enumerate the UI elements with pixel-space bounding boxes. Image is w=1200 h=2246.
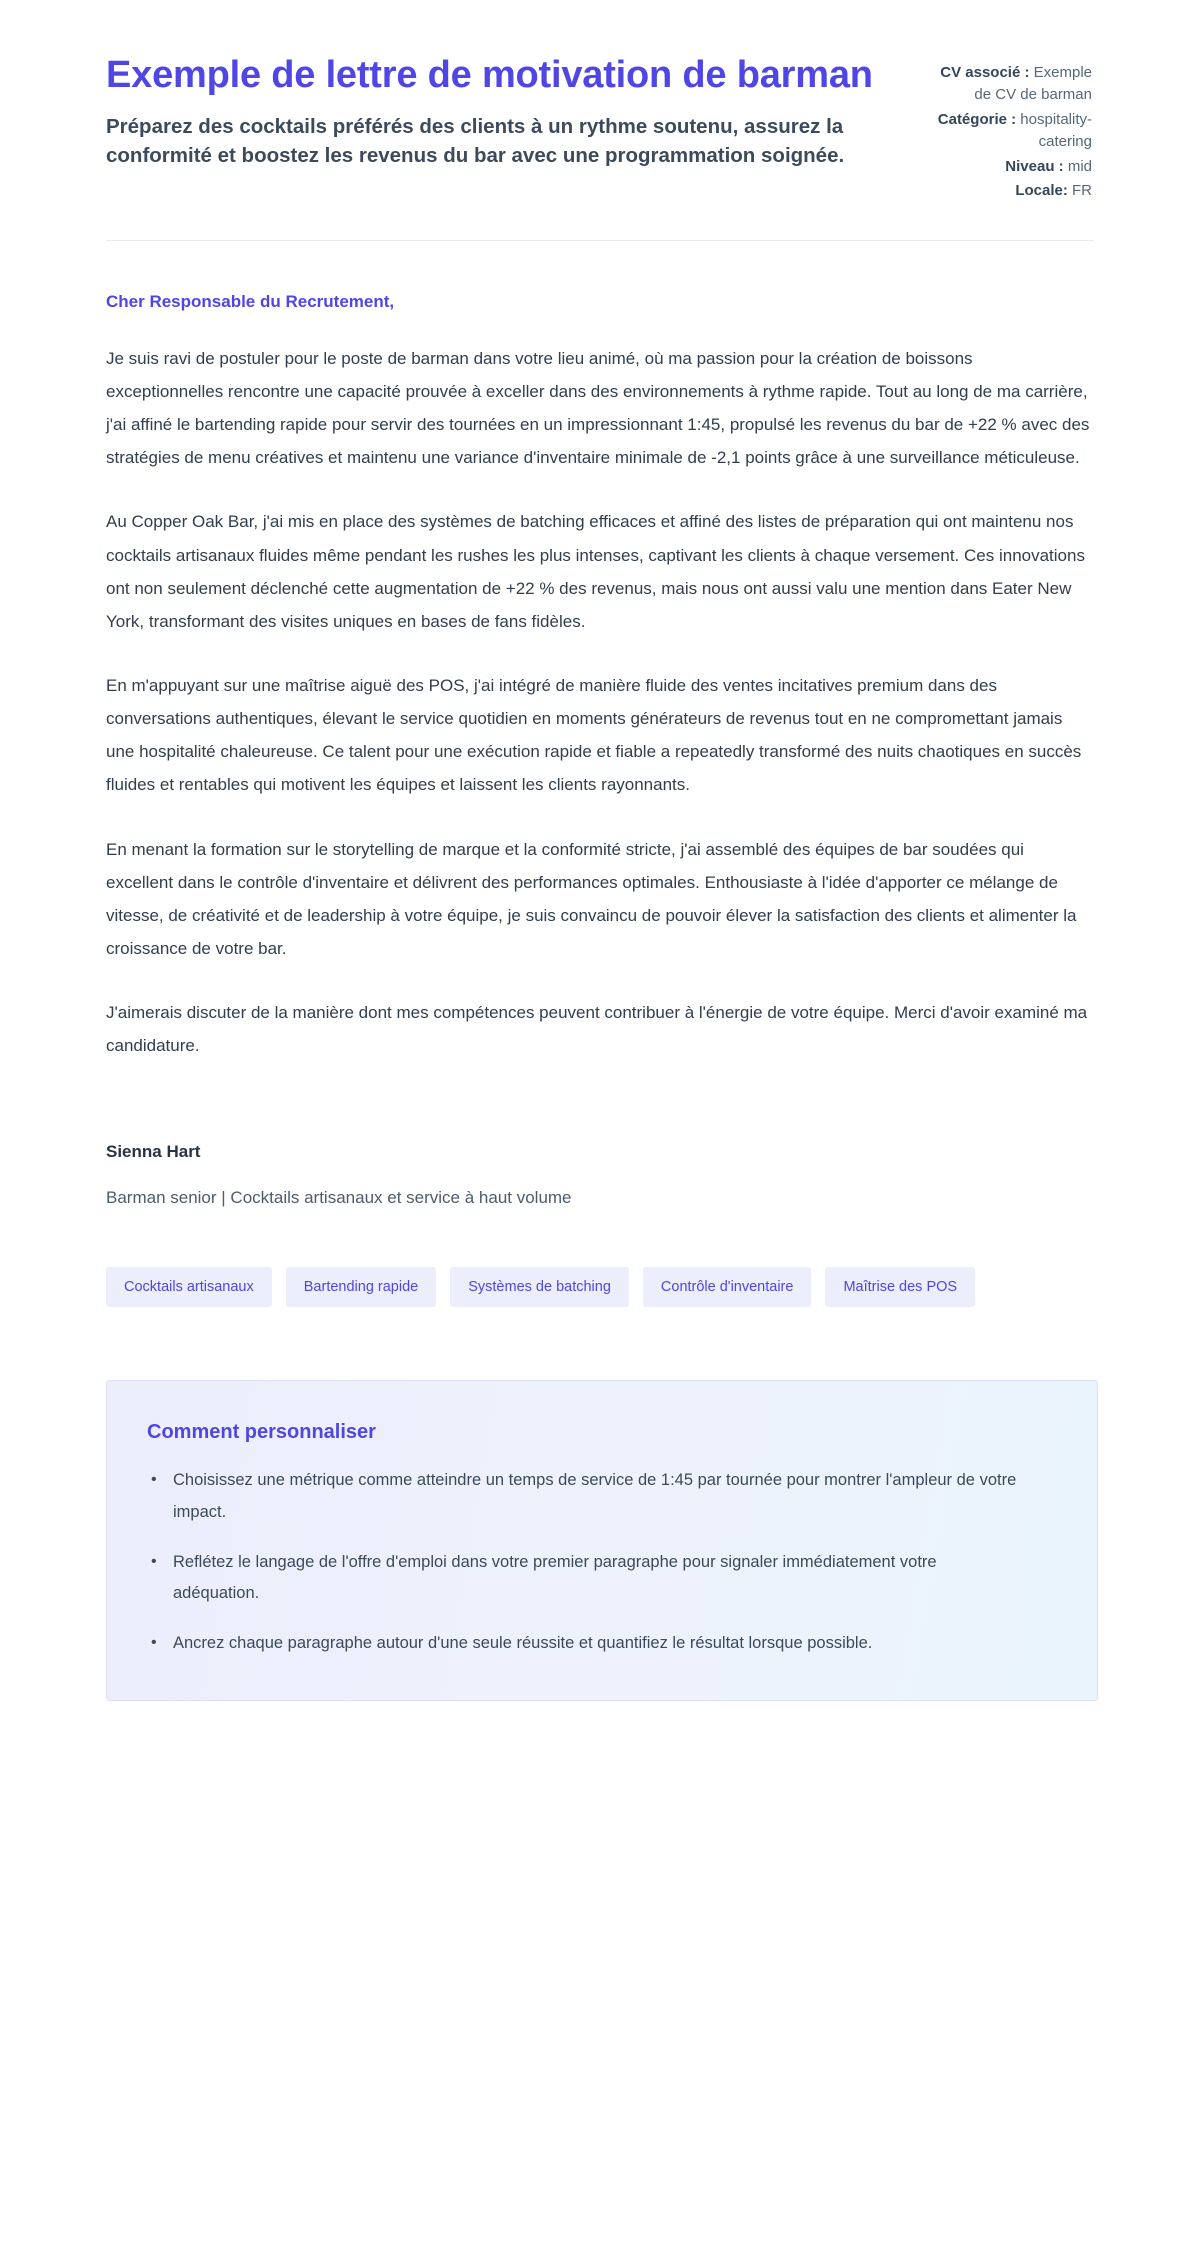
meta-label-level: Niveau : [1005,157,1064,175]
callout-tip-item: • Reflétez le langage de l'offre d'emploi dans votre premier paragraphe pour signaler immédiatement votre adéquation. [173,1547,1057,1610]
signature-name: Sienna Hart [106,1142,201,1162]
meta-value-level: mid [1067,157,1092,175]
skill-tag[interactable]: Systèmes de batching [450,1267,629,1308]
header-divider [106,240,1094,241]
meta-row-category [924,109,1092,153]
callout-tip-item: • Choisissez une métrique comme atteindre un temps de service de 1:45 par tournée pour montrer l'ampleur de votre impact. [173,1465,1057,1528]
callout-tip-item: • Ancrez chaque paragraphe autour d'une seule réussite et quantifiez le résultat lorsque possible. [173,1628,1057,1660]
meta-value-category: hospitality-catering [1020,110,1092,150]
skill-tag[interactable]: Bartending rapide [286,1267,436,1308]
skill-tag[interactable]: Contrôle d'inventaire [643,1267,812,1308]
letter-paragraph: En m'appuyant sur une maîtrise aiguë des POS, j'ai intégré de manière fluide des ventes incitatives premium dans des conversations authentiques, élevant le service quotidien en moments générateurs de revenus tout en ne compromettant jamais une hospitalité chaleureuse. Ce talent pour une exécution rapide et fiable a repeatedly transformé des nuits chaotiques en succès fluides et rentables qui motivent les équipes et laissent les clients rayonnants. [106,675,1082,795]
skill-tag[interactable]: Maîtrise des POS [825,1267,975,1308]
page-subtitle: Préparez des cocktails préférés des clients à un rythme soutenu, assurez la conformité et boostez les revenus du bar avec une programmation soignée. [106,115,845,168]
salutation: Cher Responsable du Recrutement, [106,292,395,312]
meta-row-level [924,156,1092,178]
skill-tag[interactable]: Cocktails artisanaux [106,1267,272,1308]
callout-tip-list [147,1465,1057,1659]
signature-role: Barman senior | Cocktails artisanaux et service à haut volume [106,1187,572,1207]
meta-row-associated-cv [924,62,1092,106]
callout-title: Comment personnaliser [147,1421,376,1444]
meta-value-associated-cv: Exemple de CV de barman [974,64,1092,103]
header-text-block [106,52,890,171]
meta-label-associated-cv: CV associé : [940,64,1030,81]
letter-body [0,289,1200,1307]
signature-block [106,1138,1092,1210]
skill-tag-list [106,1267,1006,1308]
letter-paragraph: J'aimerais discuter de la manière dont mes compétences peuvent contribuer à l'énergie de votre équipe. Merci d'avoir examiné ma candidature. [106,1003,1088,1056]
meta-label-category: Catégorie : [937,110,1017,128]
letter-paragraph: En menant la formation sur le storytelling de marque et la conformité stricte, j'ai assemblé des équipes de bar soudées qui excellent dans le contrôle d'inventaire et délivrent des performances optimales. Enthousiaste à l'idée d'apporter ce mélange de vitesse, de créativité et de leadership à votre équipe, je suis convaincu de pouvoir élever la satisfaction des clients et alimenter la croissance de votre bar. [106,839,1077,958]
meta-value-locale: FR [1072,182,1092,200]
meta-row-locale [924,180,1092,202]
letter-paragraph: Je suis ravi de postuler pour le poste de barman dans votre lieu animé, où ma passion pour la création de boissons exceptionnelles rencontre une capacité prouvée à exceller dans des environnements à rythme rapide. Tout au long de ma carrière, j'ai affiné le bartending rapide pour servir des tournées en un impressionnant 1:45, propulsé les revenus du bar de +22 % avec des stratégies de menu créatives et maintenu une variance d'inventaire minimale de -2,1 points grâce à une surveillance méticuleuse. [106,348,1090,468]
page-title: Exemple de lettre de motivation de barman [106,54,873,96]
customization-callout [106,1380,1098,1700]
metadata-panel [924,52,1092,204]
letter-paragraph: Au Copper Oak Bar, j'ai mis en place des systèmes de batching efficaces et affiné des listes de préparation qui ont maintenu nos cocktails artisanaux fluides même pendant les rushes les plus intenses, captivant les clients à chaque versement. Ces innovations ont non seulement déclenché cette augmentation de +22 % des revenus, mais nous ont aussi valu une mention dans Eater New York, transformant des visites uniques en bases de fans fidèles. [106,512,1085,631]
meta-label-locale: Locale: [1015,182,1068,200]
page-header [0,0,1200,204]
